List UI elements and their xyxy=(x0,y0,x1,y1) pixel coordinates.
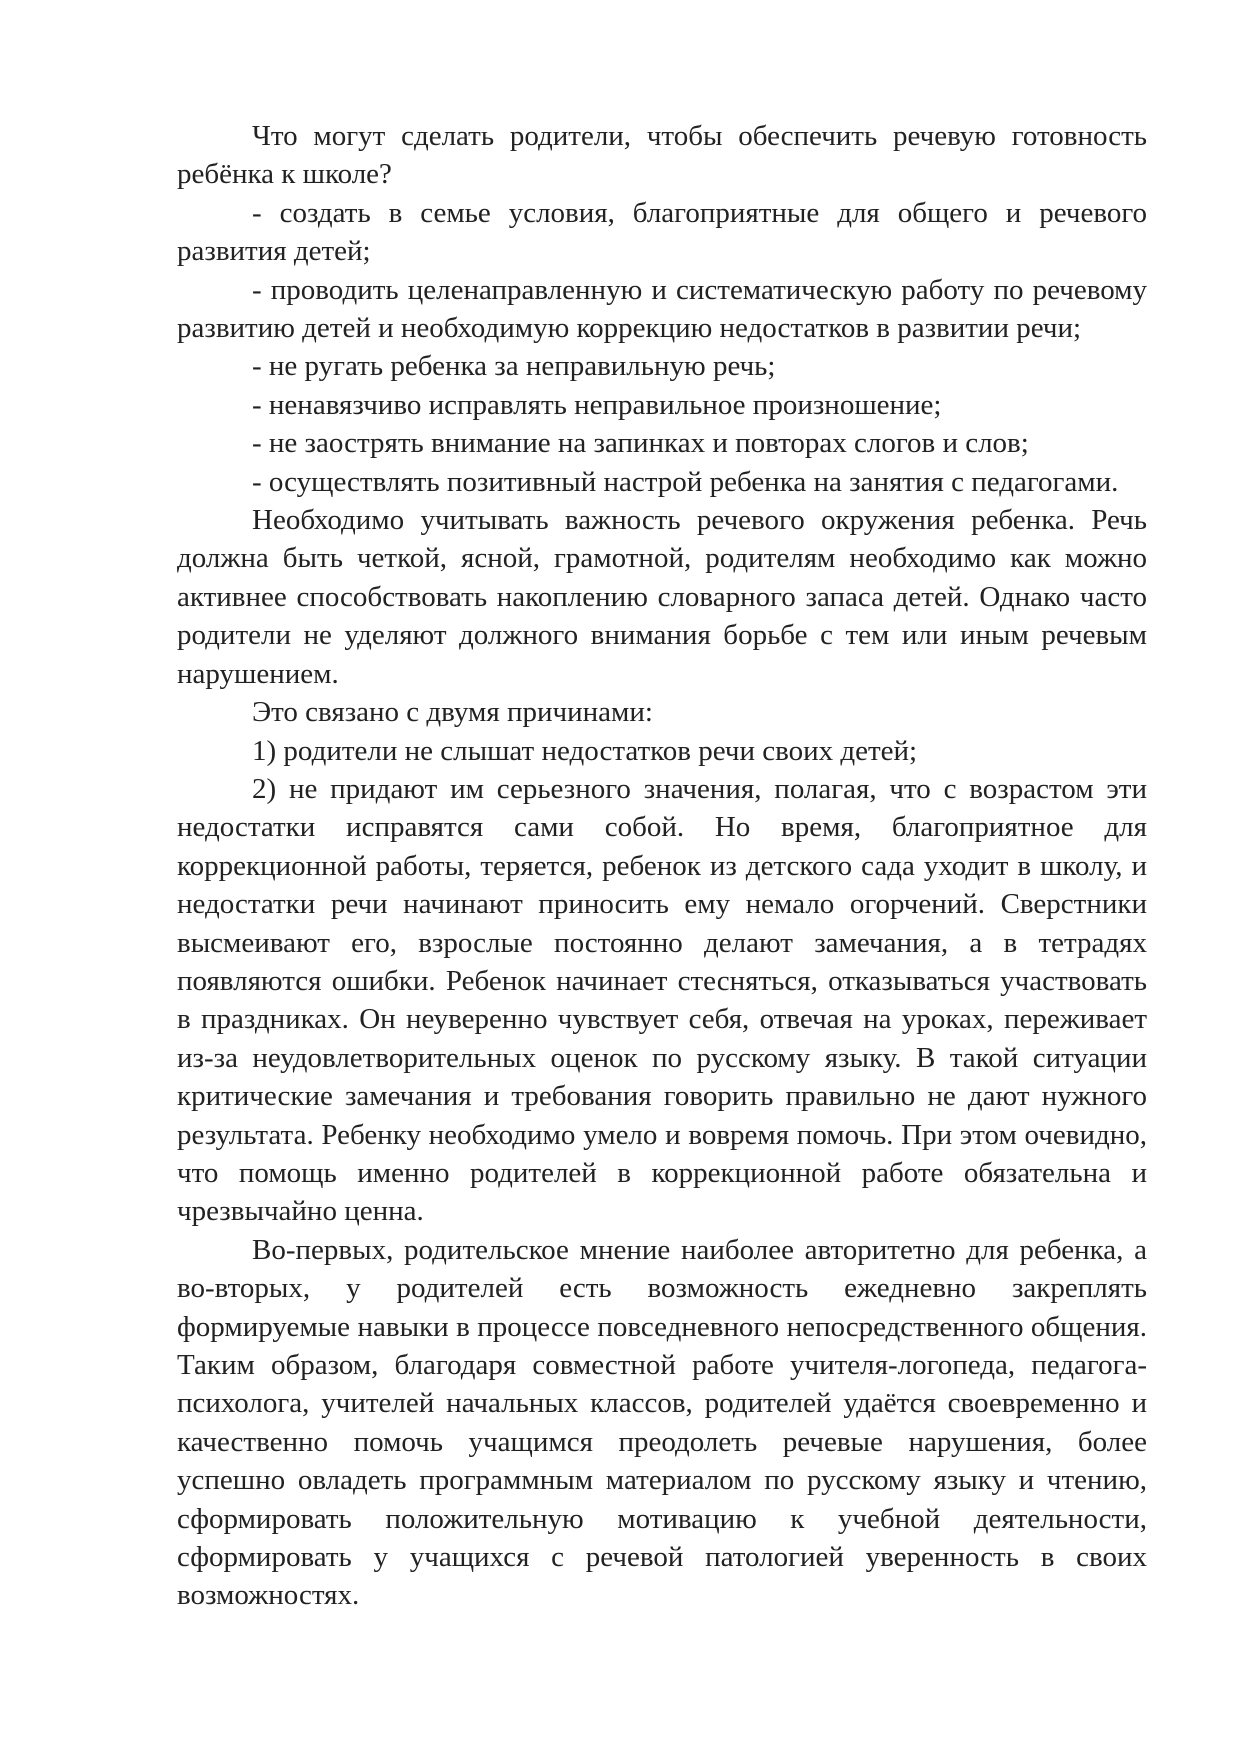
list-item-gentle-correction: - ненавязчиво исправлять неправильное произношение; xyxy=(252,388,942,421)
list-item-no-focus-on-stutter: - не заострять внимание на запинках и повторах слогов и слов; xyxy=(252,427,1029,460)
list-item-create-conditions: - создать в семье условия, благоприятные для общего и речевого развития детей; xyxy=(177,196,1147,268)
paragraph-conclusion: Во-первых, родительское мнение наиболее авторитетно для ребенка, а во-вторых, у родителей есть возможность ежедневно закреплять формируемые навыки в процессе повседневного непосредственного общения. Таким образом, благодаря совместной работе учителя-логопеда, педагога-психолога, учителей начальных классов, родителей удаётся своевременно и качественно помочь учащимся преодолеть речевые нарушения, более успешно овладеть программным материалом по русскому языку и чтению, сформировать положительную мотивацию к учебной деятельности, сформировать у учащихся с речевой патологией уверенность в своих возможностях. xyxy=(177,1233,1147,1612)
paragraph-question: Что могут сделать родители, чтобы обеспечить речевую готовность ребёнка к школе? xyxy=(177,120,1147,191)
paragraph-speech-environment: Необходимо учитывать важность речевого окружения ребенка. Речь должна быть четкой, ясной, грамотной, родителям необходимо как можно активнее способствовать накоплению словарного запаса детей. Однако часто родители не уделяют должного внимания борьбе с тем или иным речевым нарушением. xyxy=(177,504,1147,690)
paragraph-two-reasons-intro: Это связано с двумя причинами: xyxy=(252,696,653,729)
list-item-reason-1: 1) родители не слышат недостатков речи своих детей; xyxy=(252,734,918,767)
list-item-no-scolding: - не ругать ребенка за неправильную речь; xyxy=(252,350,776,383)
document-page xyxy=(177,117,1147,1615)
list-item-positive-attitude: - осуществлять позитивный настрой ребенка на занятия с педагогами. xyxy=(252,465,1119,498)
list-item-systematic-work: - проводить целенаправленную и систематическую работу по речевому развитию детей и необходимую коррекцию недостатков в развитии речи; xyxy=(177,273,1147,345)
list-item-reason-2: 2) не придают им серьезного значения, полагая, что с возрастом эти недостатки исправятся сами собой. Но время, благоприятное для коррекционной работы, теряется, ребенок из детского сада уходит в школу, и недостатки речи начинают приносить ему немало огорчений. Сверстники высмеивают его, взрослые постоянно делают замечания, а в тетрадях появляются ошибки. Ребенок начинает стесняться, отказываться участвовать в праздниках. Он неуверенно чувствует себя, отвечая на уроках, переживает из-за неудовлетворительных оценок по русскому языку. В такой ситуации критические замечания и требования говорить правильно не дают нужного результата. Ребенку необходимо умело и вовремя помочь. При этом очевидно, что помощь именно родителей в коррекционной работе обязательна и чрезвычайно ценна. xyxy=(177,772,1147,1228)
